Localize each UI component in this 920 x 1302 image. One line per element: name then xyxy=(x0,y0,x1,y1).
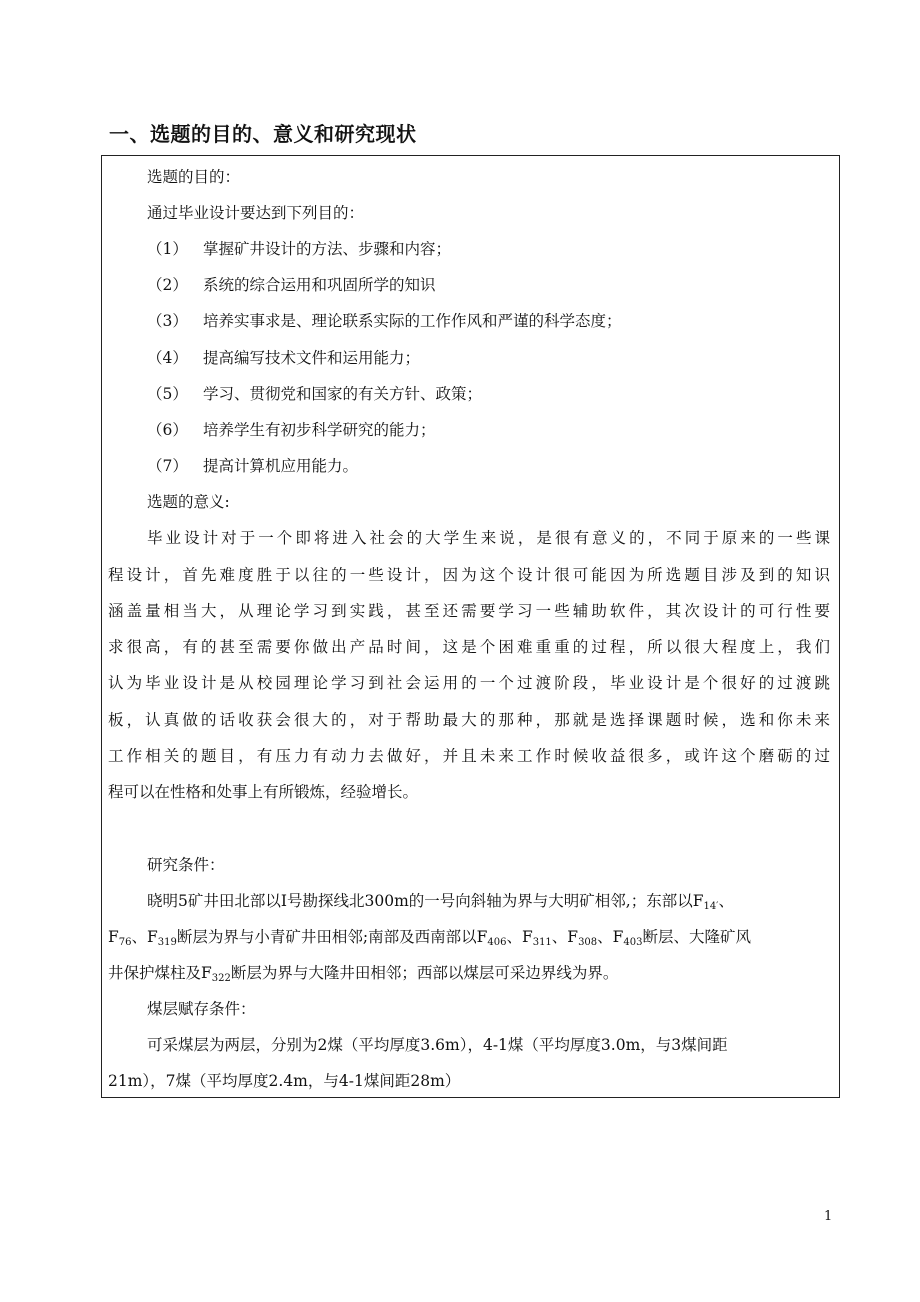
purpose-item xyxy=(147,456,358,476)
paragraph-line xyxy=(108,601,830,621)
item-number: （2） xyxy=(147,276,188,294)
line-text: 、F xyxy=(131,928,158,946)
purpose-intro: 通过毕业设计要达到下列目的： xyxy=(147,204,365,222)
line-text: 认为毕业设计是从校园理论学习到社会运用的一个过渡阶段，毕业设计是个很好的过渡跳 xyxy=(108,674,830,692)
seam-title: 煤层赋存条件： xyxy=(147,1000,256,1018)
item-number: （6） xyxy=(147,421,188,439)
line-text: 晓明5矿井田北部以I号勘探线北300m的一号向斜轴为界与大明矿相邻,；东部以F xyxy=(147,892,704,910)
item-text: 掌握矿井设计的方法、步骤和内容； xyxy=(203,240,452,258)
item-number: （4） xyxy=(147,349,188,367)
subscript: 406 xyxy=(487,937,507,948)
line-text: 断层为界与小青矿井田相邻;南部及西南部以F xyxy=(176,928,488,946)
subscript: 403 xyxy=(623,937,643,948)
line-text: 工作相关的题目，有压力有动力去做好，并且未来工作时候收益很多，或许这个磨砺的过 xyxy=(108,747,830,765)
line-text: 程设计，首先难度胜于以往的一些设计，因为这个设计很可能因为所选题目涉及到的知识 xyxy=(108,566,830,584)
subscript: 311 xyxy=(532,937,552,948)
research-line-3 xyxy=(108,963,830,983)
content-table-cell xyxy=(101,155,840,1098)
item-text: 培养学生有初步科学研究的能力； xyxy=(203,421,436,439)
paragraph-line xyxy=(108,746,830,766)
line-text: 断层为界与大隆井田相邻；西部以煤层可采边界线为界。 xyxy=(230,964,619,982)
line-text: 板，认真做的话收获会很大的，对于帮助最大的那种，那就是选择课题时候，选和你未来 xyxy=(108,711,830,729)
subscript: 308 xyxy=(578,937,598,948)
line-text: 涵盖量相当大，从理论学习到实践，甚至还需要学习一些辅助软件，其次设计的可行性要 xyxy=(108,602,830,620)
item-text: 学习、贯彻党和国家的有关方针、政策； xyxy=(203,385,483,403)
item-text: 培养实事求是、理论联系实际的工作作风和严谨的科学态度； xyxy=(203,312,622,330)
purpose-title: 选题的目的： xyxy=(147,168,241,186)
subscript: 14′ xyxy=(703,901,719,912)
subscript: 76 xyxy=(118,937,132,948)
item-number: （7） xyxy=(147,457,188,475)
item-number: （1） xyxy=(147,240,188,258)
item-number: （5） xyxy=(147,385,188,403)
paragraph-line xyxy=(147,528,830,548)
line-text: 求很高，有的甚至需要你做出产品时间，这是个困难重重的过程，所以很大程度上，我们 xyxy=(108,638,830,656)
seam-line: 21m），7煤（平均厚度2.4m，与4-1煤间距28m） xyxy=(108,1072,461,1090)
purpose-item xyxy=(147,311,622,331)
item-number: （3） xyxy=(147,312,188,330)
line-text: 、 xyxy=(718,892,734,910)
line-text: 井保护煤柱及F xyxy=(108,964,212,982)
section-heading: 一、选题的目的、意义和研究现状 xyxy=(109,122,417,146)
research-line-2 xyxy=(108,927,830,947)
item-text: 提高编写技术文件和运用能力； xyxy=(203,349,421,367)
purpose-item xyxy=(147,384,482,404)
line-text: F xyxy=(108,928,119,946)
line-text: 、F xyxy=(597,928,624,946)
line-text: 断层、大隆矿风 xyxy=(642,928,752,946)
purpose-item xyxy=(147,239,451,259)
paragraph-line xyxy=(108,782,830,802)
paragraph-line xyxy=(108,673,830,693)
subscript: 322 xyxy=(211,973,231,984)
subscript: 319 xyxy=(157,937,177,948)
line-text: 毕业设计对于一个即将进入社会的大学生来说，是很有意义的，不同于原来的一些课 xyxy=(147,529,830,547)
item-text: 系统的综合运用和巩固所学的知识 xyxy=(203,276,436,294)
purpose-item xyxy=(147,275,436,295)
line-text: 程可以在性格和处事上有所锻炼，经验增长。 xyxy=(108,783,419,801)
research-line-1 xyxy=(147,891,734,911)
purpose-item xyxy=(147,420,436,440)
item-text: 提高计算机应用能力。 xyxy=(203,457,359,475)
line-text: 、F xyxy=(551,928,579,946)
paragraph-line xyxy=(108,565,830,585)
seam-line: 可采煤层为两层，分别为2煤（平均厚度3.6m），4-1煤（平均厚度3.0m，与3煤间距 xyxy=(147,1036,728,1054)
page-number: 1 xyxy=(824,1209,833,1224)
paragraph-line xyxy=(108,637,830,657)
research-title: 研究条件： xyxy=(147,856,225,874)
paragraph-line xyxy=(108,710,830,730)
purpose-item xyxy=(147,348,420,368)
line-text: 、F xyxy=(506,928,533,946)
significance-title: 选题的意义: xyxy=(147,493,230,511)
